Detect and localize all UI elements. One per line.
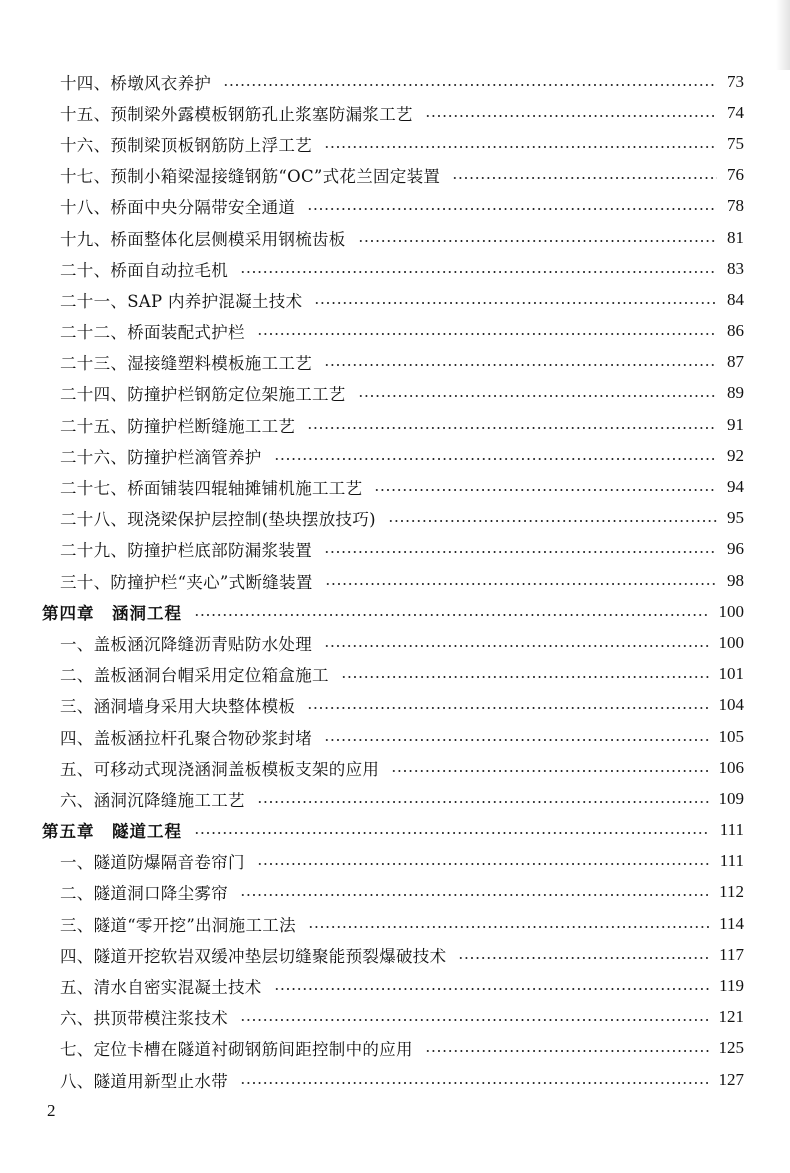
dot-leader <box>324 739 709 741</box>
toc-entry-title: 二十五、防撞护栏断缝施工工艺 <box>60 416 296 436</box>
dot-leader <box>194 614 709 616</box>
toc-page-number: 78 <box>727 196 744 216</box>
toc-page-number: 125 <box>718 1038 744 1058</box>
toc-entry-row <box>0 1002 790 1033</box>
dot-leader <box>240 1082 709 1084</box>
toc-entry-row <box>0 128 790 159</box>
dot-leader <box>324 551 717 553</box>
dot-leader <box>324 146 717 148</box>
page-number: 2 <box>47 1101 56 1120</box>
toc-entry-title: 十六、预制梁顶板钢筋防上浮工艺 <box>60 135 312 155</box>
toc-page-number: 74 <box>727 102 744 122</box>
dot-leader <box>425 1050 709 1052</box>
dot-leader <box>314 302 717 304</box>
toc-page-number: 121 <box>718 1007 744 1027</box>
toc-entry-title: 五、可移动式现浇涵洞盖板模板支架的应用 <box>60 759 380 779</box>
toc-page-number: 106 <box>718 757 744 777</box>
dot-leader <box>307 427 717 429</box>
toc-entry-title: 二十八、现浇梁保护层控制(垫块摆放技巧) <box>60 510 376 530</box>
toc-entry-title: 二十二、桥面装配式护栏 <box>60 323 245 343</box>
dot-leader <box>341 676 709 678</box>
dot-leader <box>358 395 717 397</box>
dot-leader <box>274 458 717 460</box>
toc-entry-title: 三十、防撞护栏“夹心”式断缝装置 <box>60 572 313 592</box>
toc-entry-row <box>0 253 790 284</box>
toc-entry-row <box>0 191 790 222</box>
toc-chapter-title: 第五章 隧道工程 <box>42 822 182 842</box>
toc-entry-row <box>0 846 790 877</box>
toc-page-number: 84 <box>727 289 744 309</box>
toc-entry-row <box>0 471 790 502</box>
page-edge-shadow <box>776 0 790 70</box>
toc-entry-title: 七、定位卡槽在隧道衬砌钢筋间距控制中的应用 <box>60 1040 413 1060</box>
toc-page-number: 76 <box>727 165 744 185</box>
toc-entry-title: 二十九、防撞护栏底部防漏浆装置 <box>60 541 312 561</box>
toc-entry-row <box>0 66 790 97</box>
toc-page-number: 112 <box>719 882 744 902</box>
toc-page-number: 87 <box>727 352 744 372</box>
toc-entry-row <box>0 783 790 814</box>
toc-entry-row <box>0 752 790 783</box>
toc-entry-title: 二十一、SAP 内养护混凝土技术 <box>60 291 303 311</box>
toc-page-number: 94 <box>727 477 744 497</box>
toc-entry-title: 十九、桥面整体化层侧模采用钢梳齿板 <box>60 229 346 249</box>
toc-entry-title: 十八、桥面中央分隔带安全通道 <box>60 198 296 218</box>
toc-page-number: 89 <box>727 383 744 403</box>
dot-leader <box>223 84 717 86</box>
toc-entry-title: 六、涵洞沉降缝施工工艺 <box>60 790 245 810</box>
toc-chapter-row <box>0 815 790 846</box>
toc-entry-row <box>0 877 790 908</box>
dot-leader <box>240 894 709 896</box>
toc-page-number: 92 <box>727 445 744 465</box>
toc-entry-row <box>0 1033 790 1064</box>
toc-entry-row <box>0 534 790 565</box>
toc-page-number: 95 <box>727 508 744 528</box>
toc-entry-row <box>0 627 790 658</box>
toc-entry-row <box>0 378 790 409</box>
toc-entry-title: 十四、桥墩风衣养护 <box>60 73 212 93</box>
dot-leader <box>324 364 717 366</box>
toc-entry-title: 四、盖板涵拉杆孔聚合物砂浆封堵 <box>60 728 312 748</box>
toc-entry-row <box>0 160 790 191</box>
toc-page-number: 100 <box>718 632 744 652</box>
toc-entry-title: 六、拱顶带模注浆技术 <box>60 1009 228 1029</box>
toc-entry-row <box>0 939 790 970</box>
toc-entry-row <box>0 222 790 253</box>
toc-entry-row <box>0 316 790 347</box>
toc-page-number: 86 <box>727 321 744 341</box>
toc-entry-row <box>0 690 790 721</box>
toc-page-number: 109 <box>718 788 744 808</box>
dot-leader <box>324 645 709 647</box>
toc-entry-title: 三、涵洞墙身采用大块整体模板 <box>60 697 296 717</box>
toc-page-number: 114 <box>719 913 744 933</box>
dot-leader <box>257 863 710 865</box>
toc-entry-row <box>0 409 790 440</box>
toc-page-number: 83 <box>727 258 744 278</box>
toc-entry-row <box>0 1064 790 1095</box>
toc-entry-title: 一、隧道防爆隔音卷帘门 <box>60 853 245 873</box>
dot-leader <box>257 333 717 335</box>
toc-page-number: 75 <box>727 133 744 153</box>
toc-entry-title: 十七、预制小箱梁湿接缝钢筋“OC”式花兰固定装置 <box>60 167 441 187</box>
toc-page-number: 117 <box>719 944 744 964</box>
toc-page-number: 98 <box>727 570 744 590</box>
toc-entry-title: 二十六、防撞护栏滴管养护 <box>60 447 262 467</box>
dot-leader <box>257 801 709 803</box>
dot-leader <box>374 489 717 491</box>
toc-entry-title: 十五、预制梁外露模板钢筋孔止浆塞防漏浆工艺 <box>60 104 413 124</box>
dot-leader <box>240 271 717 273</box>
toc-entry-title: 二十七、桥面铺装四辊轴摊铺机施工工艺 <box>60 479 363 499</box>
toc-entry-row <box>0 97 790 128</box>
toc-entry-title: 二、隧道洞口降尘雾帘 <box>60 884 228 904</box>
toc-page-number: 111 <box>719 851 744 871</box>
toc-page-number: 111 <box>719 820 744 840</box>
toc-entry-row <box>0 908 790 939</box>
dot-leader <box>240 1019 709 1021</box>
toc-entry-row <box>0 440 790 471</box>
toc-entry-title: 二十、桥面自动拉毛机 <box>60 260 228 280</box>
dot-leader <box>452 177 717 179</box>
dot-leader <box>274 988 710 990</box>
toc-chapter-title: 第四章 涵洞工程 <box>42 603 182 623</box>
dot-leader <box>194 832 710 834</box>
toc-entry-title: 一、盖板涵沉降缝沥青贴防水处理 <box>60 634 312 654</box>
toc-entry-row <box>0 284 790 315</box>
toc-entry-row <box>0 347 790 378</box>
toc-entry-title: 五、清水自密实混凝土技术 <box>60 978 262 998</box>
dot-leader <box>307 707 708 709</box>
toc-entry-row <box>0 659 790 690</box>
toc-entry-row <box>0 565 790 596</box>
toc-page-number: 96 <box>727 539 744 559</box>
dot-leader <box>388 520 717 522</box>
toc-page-number: 91 <box>727 414 744 434</box>
toc-page-number: 119 <box>719 976 744 996</box>
table-of-contents <box>0 66 790 1095</box>
dot-leader <box>325 583 717 585</box>
toc-page-number: 104 <box>718 695 744 715</box>
toc-entry-row <box>0 721 790 752</box>
toc-entry-title: 八、隧道用新型止水带 <box>60 1071 228 1091</box>
toc-entry-row <box>0 503 790 534</box>
dot-leader <box>308 926 709 928</box>
toc-entry-title: 二十四、防撞护栏钢筋定位架施工工艺 <box>60 385 346 405</box>
toc-page-number: 100 <box>718 601 744 621</box>
toc-entry-title: 四、隧道开挖软岩双缓冲垫层切缝聚能预裂爆破技术 <box>60 946 447 966</box>
toc-page-number: 105 <box>718 726 744 746</box>
toc-page-number: 127 <box>718 1069 744 1089</box>
toc-entry-row <box>0 970 790 1001</box>
dot-leader <box>391 770 708 772</box>
toc-page-number: 101 <box>718 664 744 684</box>
toc-page-number: 73 <box>727 71 744 91</box>
dot-leader <box>425 115 717 117</box>
toc-chapter-row <box>0 596 790 627</box>
toc-entry-title: 三、隧道“零开挖”出洞施工工法 <box>60 915 296 935</box>
toc-entry-title: 二、盖板涵洞台帽采用定位箱盒施工 <box>60 666 329 686</box>
dot-leader <box>307 208 717 210</box>
dot-leader <box>358 240 717 242</box>
toc-entry-title: 二十三、湿接缝塑料模板施工工艺 <box>60 354 312 374</box>
toc-page-number: 81 <box>727 227 744 247</box>
dot-leader <box>458 957 709 959</box>
